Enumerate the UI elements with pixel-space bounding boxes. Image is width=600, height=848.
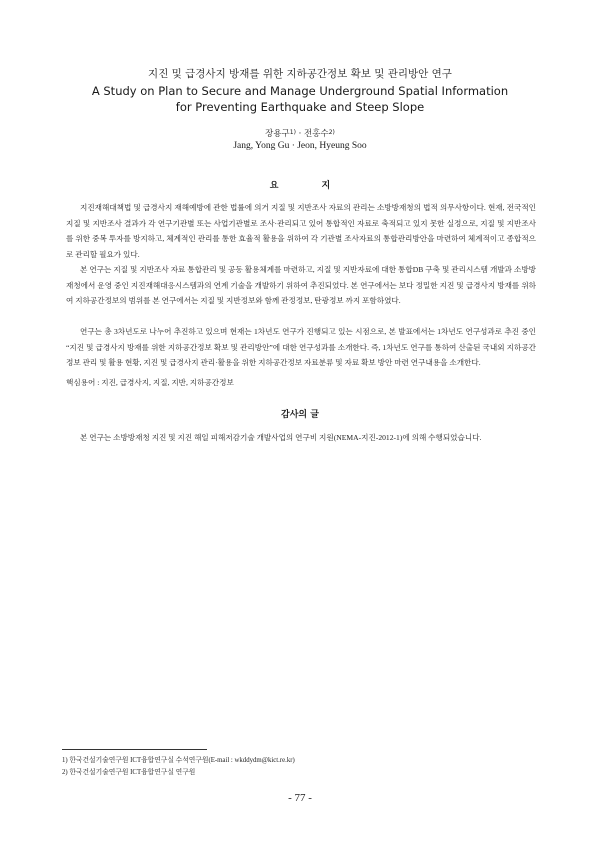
page-number: - 77 - — [288, 792, 312, 804]
acknowledgement-heading: 감사의 글 — [281, 410, 319, 420]
author-separator: · — [295, 129, 305, 139]
author-name-1: 장용구 — [265, 129, 290, 139]
footnote-2: 2) 한국건설기술연구원 ICT융합연구실 연구원 — [62, 769, 196, 776]
author-footnote-mark-2: 2) — [328, 129, 335, 136]
title-english-line1: A Study on Plan to Secure and Manage Underground Spatial Information — [91, 84, 509, 98]
footnote-1: 1) 한국건설기술연구원 ICT융합연구실 수석연구원(E-mail : wkddydm@kict.re.kr) — [62, 757, 295, 764]
acknowledgement-text: 본 연구는 소방방재청 지진 및 지진 해일 피해저감기술 개발사업의 연구비 지원(NEMA-지진-2012-1)에 의해 수행되었습니다. — [80, 433, 482, 442]
authors-korean — [60, 128, 540, 140]
abstract-paragraph-2: 본 연구는 지질 및 지반조사 자료 통합관리 및 공동 활용체계를 마련하고, 지질 및 지반자료에 대한 통합DB 구축 및 관리시스템 개발과 소방방재청에서 운영 중인 지진재해대응시스템과의 연계 기술을 개발하기 위하여 추진되었다. 본 연구에서는 보다 정밀한 지진 및 급경사지 방재를 위하여 지하공간정보의 범위를 본 연구에서는 지질 및 지반정보와 함께 관정정보, 탄광정보 까지 포함하였다. — [66, 265, 536, 306]
abstract-paragraph-1: 지진재해대책법 및 급경사지 재해예방에 관한 법률에 의거 지질 및 지반조사 자료의 관리는 소방방재청의 법적 의무사항이다. 현재, 전국적인 지질 및 지반조사 결과가 각 연구기관별 또는 사업기관별로 조사·관리되고 있어 통합적인 자료로 축적되고 있지 못한 실정으로, 지질 및 지반조사를 위한 중복 투자를 방지하고, 체계적인 관리를 통한 효율적 활용을 위하여 각 기관별 조사자료의 통합관리방안을 마련하여 체계적이고 종합적으로 관리할 필요가 있다. — [66, 203, 536, 259]
title-english-line2: for Preventing Earthquake and Steep Slope — [175, 100, 425, 114]
author-footnote-mark-1: 1) — [289, 129, 296, 136]
author-name-2: 전홍수 — [304, 129, 329, 139]
abstract-paragraph-3: 연구는 총 3차년도로 나누어 추진하고 있으며 현재는 1차년도 연구가 진행되고 있는 시점으로, 본 발표에서는 1차년도 연구성과로 추진 중인 “지진 및 급경사지 방재를 위한 지하공간정보 확보 및 관리방안”에 대한 연구성과를 소개한다. 즉, 1차년도 연구를 통하여 산출된 국내외 지하공간정보 관리 및 활용 현황, 지진 및 급경사지 관리·활용을 위한 지하공간정보 자료분류 및 자료 확보 방안 마련 연구내용을 소개한다. — [66, 327, 536, 368]
authors-english: Jang, Yong Gu · Jeon, Hyeung Soo — [233, 141, 367, 151]
title-korean: 지진 및 급경사지 방재를 위한 지하공간정보 확보 및 관리방안 연구 — [148, 68, 452, 80]
keywords: 핵심용어 : 지진, 급경사지, 지질, 지반, 지하공간정보 — [66, 378, 234, 387]
footnote-divider — [62, 749, 207, 750]
abstract-heading: 요 지 — [269, 181, 351, 191]
